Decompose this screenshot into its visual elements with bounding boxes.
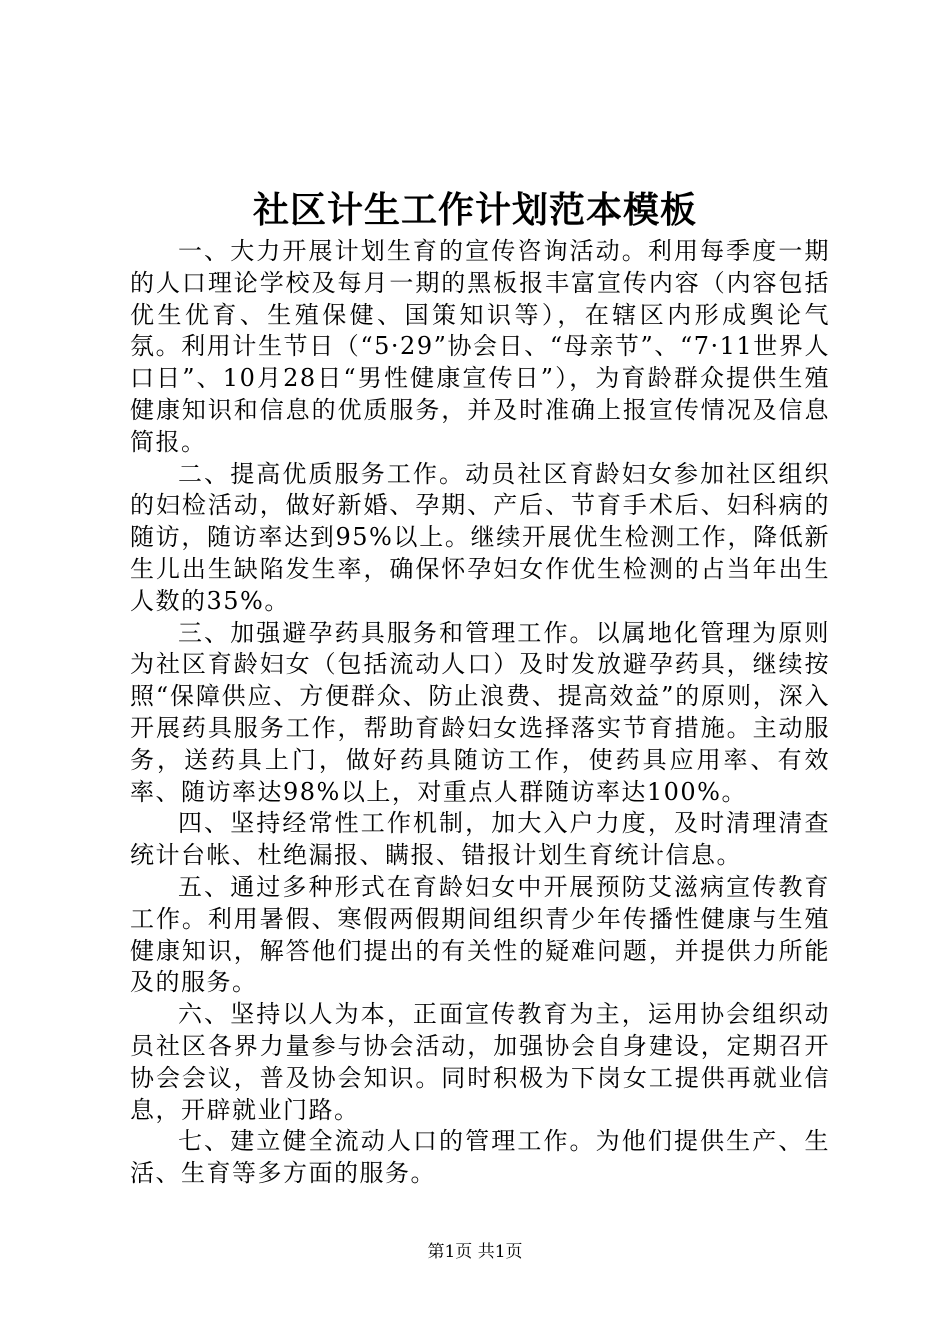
page-footer: 第1页 共1页 — [427, 1242, 523, 1262]
paragraph-2: 二、提高优质服务工作。动员社区育龄妇女参加社区组织的妇检活动，做好新婚、孕期、产后、节育手术后、妇科病的随访，随访率达到95%以上。继续开展优生检测工作，降低新生儿出生缺陷发生率，确保怀孕妇女作优生检测的占当年出生人数的35%。 — [130, 459, 830, 615]
document-body — [130, 236, 830, 1190]
document-title: 社区计生工作计划范本模板 — [252, 189, 697, 231]
paragraph-3: 三、加强避孕药具服务和管理工作。以属地化管理为原则为社区育龄妇女（包括流动人口）及时发放避孕药具，继续按照“保障供应、方便群众、防止浪费、提高效益”的原则，深入开展药具服务工作，帮助育龄妇女选择落实节育措施。主动服务，送药具上门，做好药具随访工作，使药具应用率、有效率、随访率达98%以上，对重点人群随访率达100%。 — [130, 618, 830, 806]
paragraph-5: 五、通过多种形式在育龄妇女中开展预防艾滋病宣传教育工作。利用暑假、寒假两假期间组织青少年传播性健康与生殖健康知识，解答他们提出的有关性的疑难问题，并提供力所能及的服务。 — [130, 872, 830, 997]
paragraph-7: 七、建立健全流动人口的管理工作。为他们提供生产、生活、生育等多方面的服务。 — [130, 1127, 830, 1188]
paragraph-1: 一、大力开展计划生育的宣传咨询活动。利用每季度一期的人口理论学校及每月一期的黑板报丰富宣传内容（内容包括优生优育、生殖保健、国策知识等），在辖区内形成舆论气氛。利用计生节日（“5·29”协会日、“母亲节”、“7·11世界人口日”、10月28日“男性健康宣传日”），为育龄群众提供生殖健康知识和信息的优质服务，并及时准确上报宣传情况及信息简报。 — [130, 237, 830, 456]
paragraph-6: 六、坚持以人为本，正面宣传教育为主，运用协会组织动员社区各界力量参与协会活动，加强协会自身建设，定期召开协会会议，普及协会知识。同时积极为下岗女工提供再就业信息，开辟就业门路。 — [130, 1000, 830, 1124]
paragraph-4: 四、坚持经常性工作机制，加大入户力度，及时清理清查统计台帐、杜绝漏报、瞒报、错报计划生育统计信息。 — [130, 809, 830, 870]
